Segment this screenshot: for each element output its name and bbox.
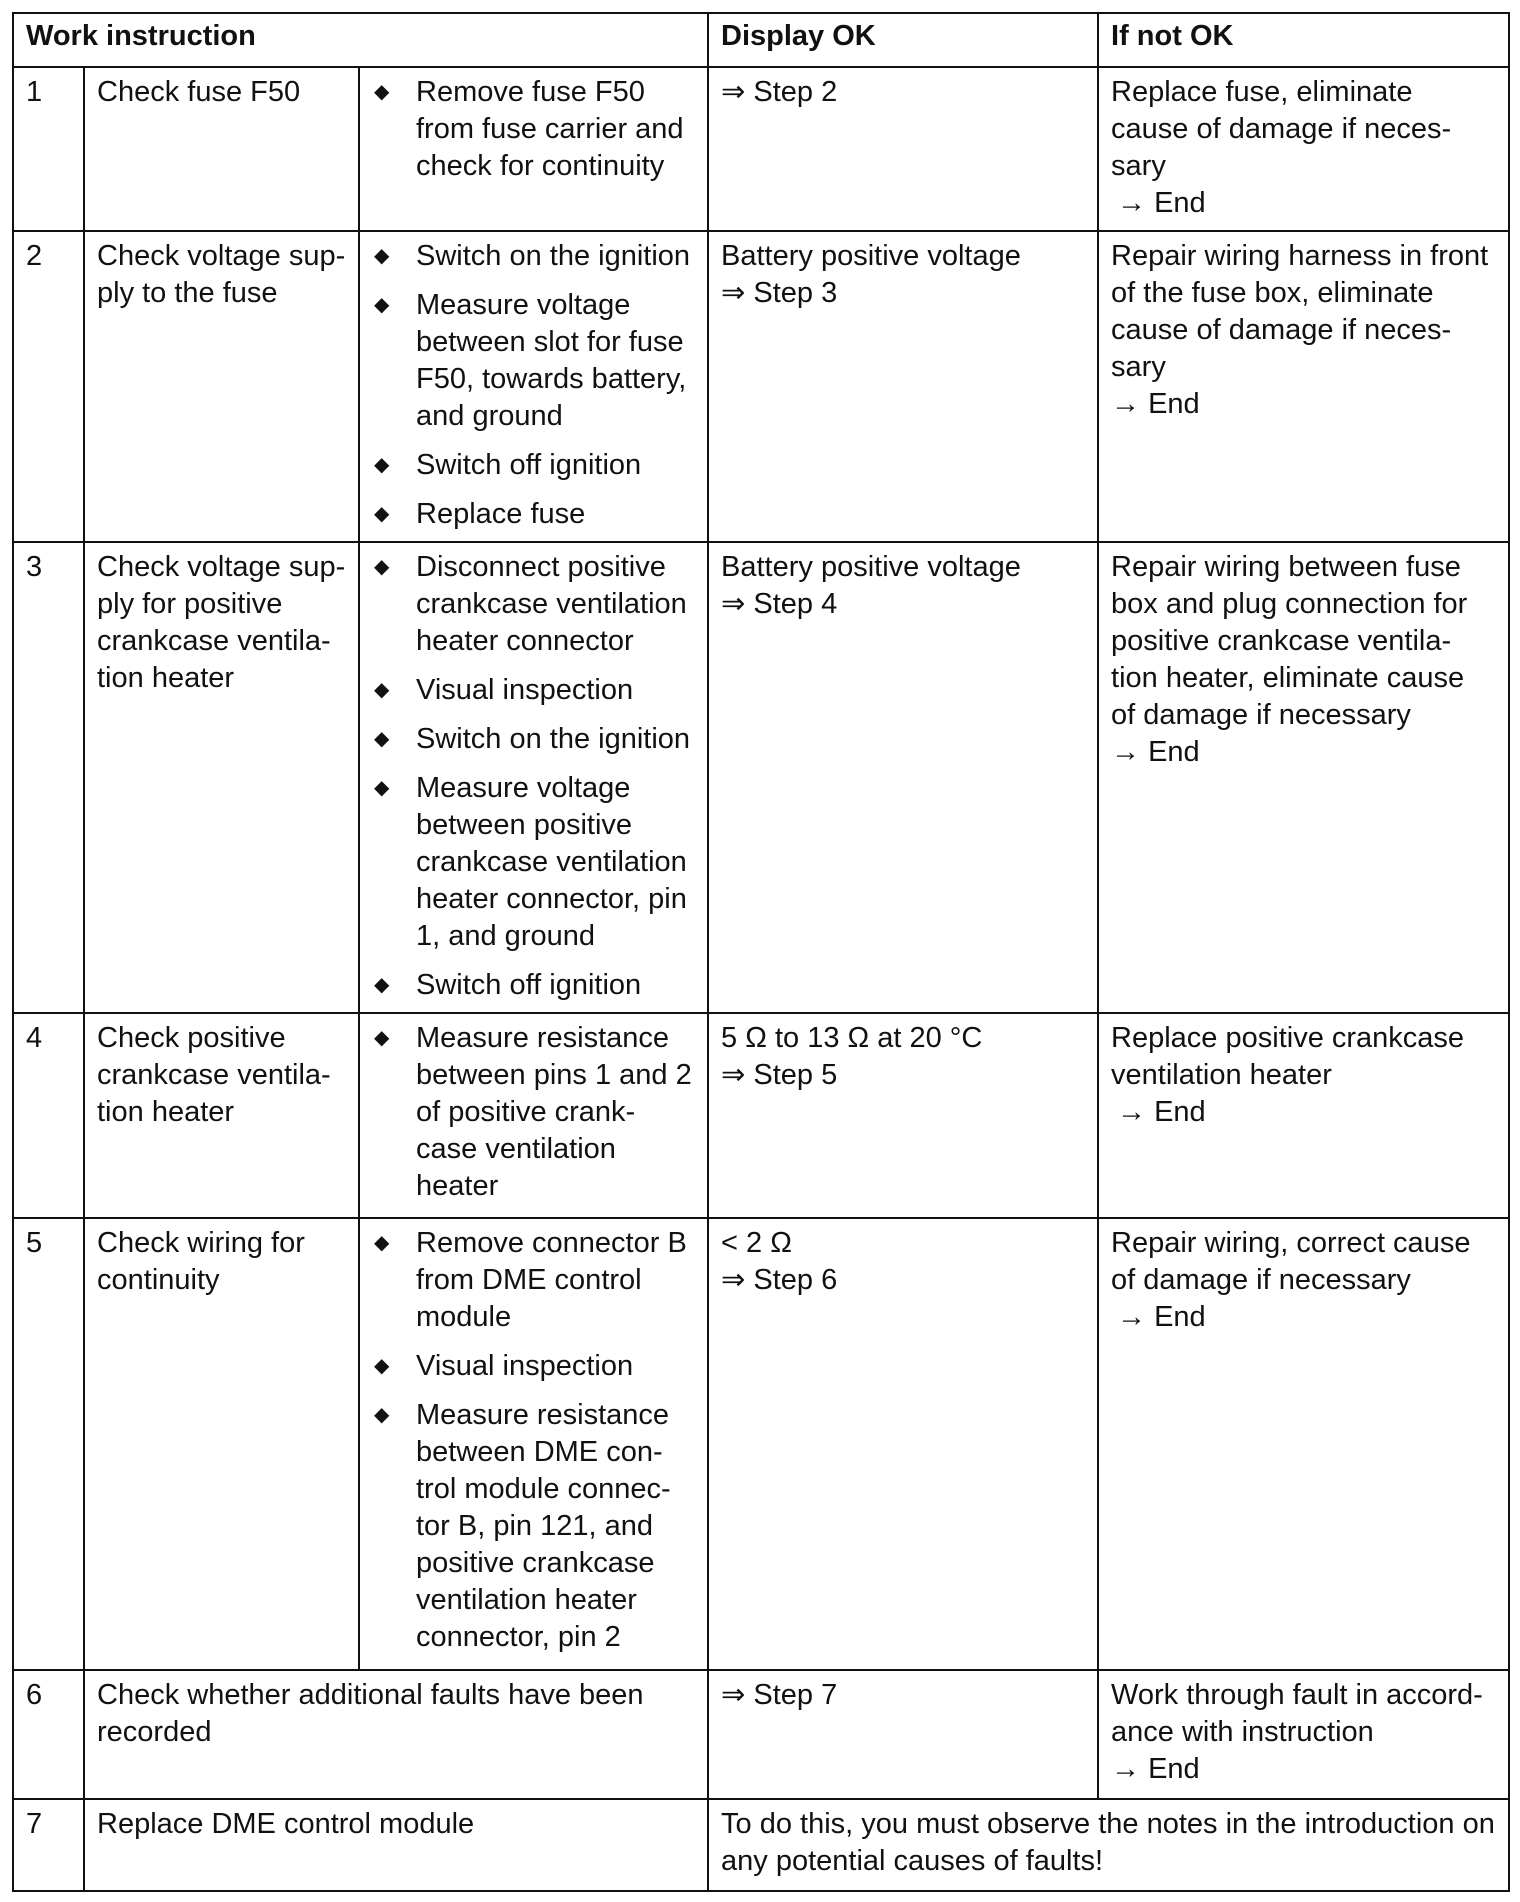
procedure-steps: [359, 67, 708, 231]
step-number: 4: [13, 1013, 84, 1218]
bullet-icon: ◆: [374, 728, 390, 750]
bullet-icon: ◆: [374, 503, 390, 525]
work-instruction-table: [12, 12, 1510, 1892]
display-ok-next-step: ⇒ Step 5: [721, 1059, 838, 1091]
note-cell: To do this, you must observe the notes in the introduction on any potential causes of faults!: [708, 1799, 1509, 1891]
bullet-icon: ◆: [374, 1404, 390, 1426]
check-description: Check positive crankcase ventila-tion heater: [84, 1013, 359, 1218]
if-not-ok-text: Repair wiring between fuse box and plug connection for positive crankcase ventila-tion heater, eliminate cause of damage if necessary: [1111, 551, 1468, 731]
table-row: [13, 1013, 1509, 1218]
end-label: → End: [1111, 388, 1200, 420]
table-row: [13, 1799, 1509, 1891]
procedure-steps: [359, 1218, 708, 1670]
list-item: ◆ Switch on the ignition: [372, 721, 695, 758]
end-label: → End: [1117, 1096, 1206, 1128]
check-description: Check voltage sup-ply to the fuse: [84, 231, 359, 542]
bullet-icon: ◆: [374, 245, 390, 267]
bullet-icon: ◆: [374, 81, 390, 103]
display-ok-cell: [708, 542, 1098, 1013]
if-not-ok-text: Replace positive crankcase ventilation heater: [1111, 1022, 1465, 1091]
display-ok-next-step: ⇒ Step 6: [721, 1264, 838, 1296]
bullet-icon: ◆: [374, 679, 390, 701]
bullet-icon: ◆: [374, 294, 390, 316]
check-description: Check wiring for continuity: [84, 1218, 359, 1670]
end-label: → End: [1117, 187, 1206, 219]
list-item: ◆ Visual inspection: [372, 672, 695, 709]
bullet-icon: ◆: [374, 1355, 390, 1377]
if-not-ok-cell: [1098, 67, 1509, 231]
if-not-ok-text: Repair wiring harness in front of the fuse box, eliminate cause of damage if neces-sary: [1111, 240, 1489, 383]
display-ok-cell: [708, 1013, 1098, 1218]
display-ok-cell: [708, 231, 1098, 542]
step-number: 5: [13, 1218, 84, 1670]
table-row: [13, 1670, 1509, 1799]
check-description: Check whether additional faults have been recorded: [84, 1670, 708, 1799]
list-item: ◆ Switch off ignition: [372, 447, 695, 484]
if-not-ok-cell: [1098, 1218, 1509, 1670]
end-label: → End: [1117, 1301, 1206, 1333]
if-not-ok-text: Work through fault in accord-ance with instruction: [1111, 1679, 1483, 1748]
list-item: ◆ Measure voltage between positive crankcase ventilation heater connector, pin 1, and ground: [374, 772, 687, 952]
step-number: 2: [13, 231, 84, 542]
if-not-ok-cell: [1098, 1670, 1509, 1799]
display-ok-cell: [708, 67, 1098, 231]
display-ok-text: ⇒ Step 7: [721, 1679, 838, 1711]
list-item: ◆ Measure voltage between slot for fuse F50, towards battery, and ground: [374, 289, 687, 432]
list-item: ◆ Replace fuse: [372, 496, 695, 533]
header-display-ok: Display OK: [708, 13, 1098, 67]
header-row: [13, 13, 1509, 67]
header-work-instruction: Work instruction: [13, 13, 708, 67]
display-ok-text: < 2 Ω: [721, 1227, 792, 1259]
bullet-icon: ◆: [374, 974, 390, 996]
list-item: ◆ Measure resistance between DME con-trol module connec-tor B, pin 121, and positive crankcase ventilation heater connector, pin 2: [374, 1399, 671, 1653]
bullet-icon: ◆: [374, 777, 390, 799]
step-number: 7: [13, 1799, 84, 1891]
procedure-steps: [359, 542, 708, 1013]
check-description: Check voltage sup-ply for positive crankcase ventila-tion heater: [84, 542, 359, 1013]
list-item: ◆ Disconnect positive crankcase ventilation heater connector: [374, 551, 687, 657]
display-ok-text: Battery positive voltage: [721, 240, 1021, 272]
if-not-ok-cell: [1098, 542, 1509, 1013]
bullet-icon: ◆: [374, 454, 390, 476]
table-row: [13, 67, 1509, 231]
check-description: Replace DME control module: [84, 1799, 708, 1891]
list-item: ◆ Visual inspection: [372, 1348, 695, 1385]
table-row: [13, 231, 1509, 542]
display-ok-cell: [708, 1670, 1098, 1799]
display-ok-text: 5 Ω to 13 Ω at 20 °C: [721, 1022, 983, 1054]
table-row: [13, 542, 1509, 1013]
display-ok-text: Battery positive voltage: [721, 551, 1021, 583]
if-not-ok-text: Repair wiring, correct cause of damage if necessary: [1111, 1227, 1471, 1296]
step-number: 6: [13, 1670, 84, 1799]
bullet-icon: ◆: [374, 1027, 390, 1049]
display-ok-next-step: ⇒ Step 4: [721, 588, 838, 620]
list-item: ◆ Remove connector B from DME control module: [374, 1227, 687, 1333]
if-not-ok-text: Replace fuse, eliminate cause of damage if neces-sary: [1111, 76, 1452, 182]
procedure-steps: [359, 1013, 708, 1218]
display-ok-text: ⇒ Step 2: [721, 76, 838, 108]
if-not-ok-cell: [1098, 231, 1509, 542]
step-number: 1: [13, 67, 84, 231]
display-ok-next-step: ⇒ Step 3: [721, 277, 838, 309]
list-item: ◆ Switch off ignition: [372, 967, 695, 1004]
table-row: [13, 1218, 1509, 1670]
list-item: ◆ Switch on the ignition: [372, 238, 695, 275]
display-ok-cell: [708, 1218, 1098, 1670]
check-description: Check fuse F50: [84, 67, 359, 231]
header-if-not-ok: If not OK: [1098, 13, 1509, 67]
bullet-icon: ◆: [374, 1232, 390, 1254]
list-item: ◆ Measure resistance between pins 1 and 2 of positive crank-case ventilation heater: [374, 1022, 692, 1202]
end-label: → End: [1111, 1753, 1200, 1785]
procedure-steps: [359, 231, 708, 542]
end-label: → End: [1111, 736, 1200, 768]
if-not-ok-cell: [1098, 1013, 1509, 1218]
list-item: ◆ Remove fuse F50 from fuse carrier and check for continuity: [374, 76, 684, 182]
step-number: 3: [13, 542, 84, 1013]
bullet-icon: ◆: [374, 556, 390, 578]
